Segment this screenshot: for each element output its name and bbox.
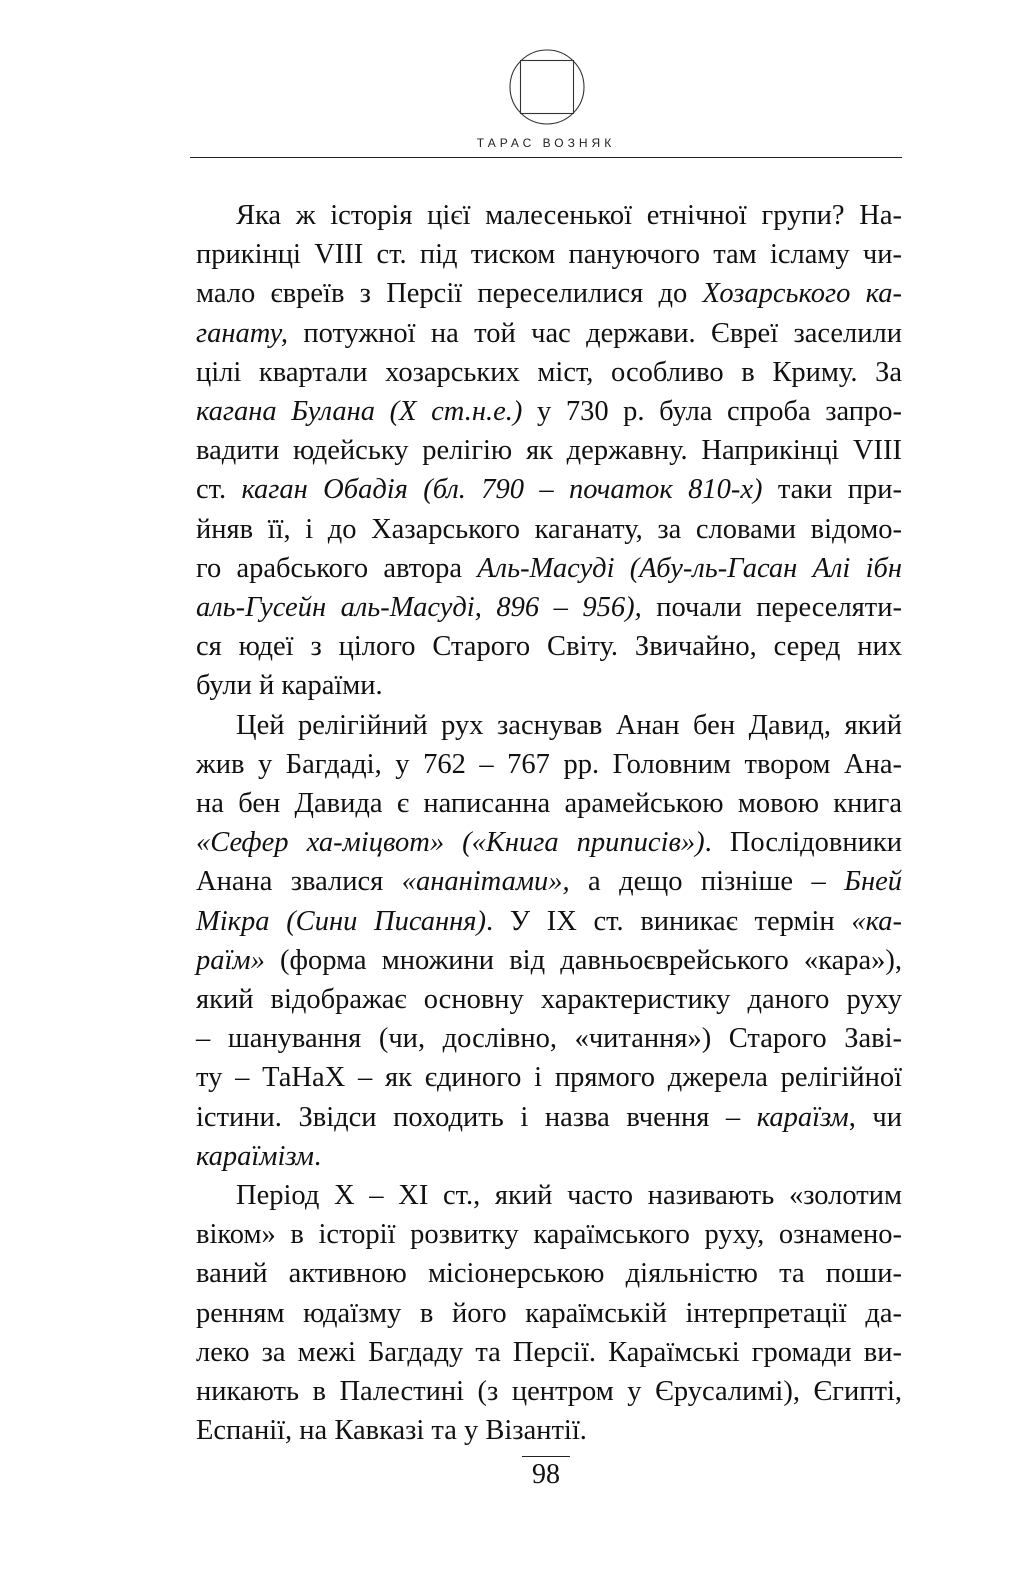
text-run: у 730 р. була спроба запро- bbox=[522, 396, 902, 428]
text-run: Еспанії, на Кавказі та у Візантії. bbox=[196, 1415, 587, 1447]
text-line bbox=[196, 196, 902, 235]
circle-square-emblem-icon bbox=[508, 48, 586, 126]
text-line bbox=[196, 823, 902, 862]
text-line bbox=[196, 745, 902, 784]
text-run: істини. Звідси походить і назва вчення – bbox=[196, 1101, 757, 1133]
italic-text: Аль-Масуді (Абу-ль-Гасан Алі ібн bbox=[477, 552, 902, 584]
italic-text: каган Обадія (бл. 790 – початок 810-х) bbox=[241, 474, 763, 506]
italic-text: Бней bbox=[844, 866, 902, 898]
text-line bbox=[196, 235, 902, 274]
text-line bbox=[196, 1333, 902, 1372]
text-run: Цей релігійний рух заснував Анан бен Давид, який bbox=[236, 709, 902, 741]
text-line bbox=[196, 1411, 902, 1450]
text-run: на бен Давида є написанна арамейською мовою книга bbox=[196, 788, 902, 820]
text-line bbox=[196, 1372, 902, 1411]
italic-text: «Сефер ха-міцвот» («Книга приписів») bbox=[196, 827, 705, 859]
italic-text: караїзм bbox=[756, 1101, 849, 1133]
text-run: прикінці VIII ст. під тиском пануючого там ісламу чи- bbox=[196, 239, 902, 271]
text-run: (форма множини від давньоєврейського «кара»), bbox=[264, 944, 902, 976]
text-run: почали переселяти- bbox=[641, 592, 902, 624]
text-run: ту – ТаНаХ – як єдиного і прямого джерела релігійної bbox=[196, 1062, 902, 1094]
text-run: вадити юдейську релігію як державну. Наприкінці VIII bbox=[196, 435, 902, 467]
text-line bbox=[196, 666, 902, 705]
text-run: Анана звалися bbox=[196, 866, 402, 898]
paragraph bbox=[196, 196, 902, 706]
text-run: таки при- bbox=[762, 474, 902, 506]
text-line bbox=[196, 1098, 902, 1137]
text-run: ваний активною місіонерською діяльністю та поши- bbox=[196, 1258, 902, 1290]
text-line bbox=[196, 431, 902, 470]
text-run: йняв її, і до Хазарського каганату, за словами відомо- bbox=[196, 513, 902, 545]
paragraph bbox=[196, 706, 902, 1176]
text-run: . У IX ст. виникає термін bbox=[486, 905, 852, 937]
header-rule bbox=[190, 157, 902, 158]
text-run: – шанування (чи, дослівно, «читання») Старого Заві- bbox=[196, 1023, 902, 1055]
text-line bbox=[196, 1137, 902, 1176]
text-line bbox=[196, 588, 902, 627]
text-line bbox=[196, 1058, 902, 1097]
text-run: , чи bbox=[848, 1101, 902, 1133]
italic-text: «ананітами», bbox=[401, 866, 570, 898]
text-run: никають в Палестині (з центром у Єрусалимі), Єгипті, bbox=[196, 1376, 902, 1408]
text-run: ренням юдаїзму в його караїмській інтерпретації да- bbox=[196, 1297, 902, 1329]
italic-text: аль-Гусейн аль-Масуді, 896 – 956), bbox=[196, 592, 642, 624]
text-run: який відображає основну характеристику даного руху bbox=[196, 984, 902, 1016]
text-run: цілі квартали хозарських міст, особливо в Криму. За bbox=[196, 356, 902, 388]
italic-text: Мікра (Сини Писання) bbox=[196, 905, 487, 937]
text-run: віком» в історії розвитку караїмського руху, ознамено- bbox=[196, 1219, 902, 1251]
text-line bbox=[196, 392, 902, 431]
text-line bbox=[196, 784, 902, 823]
text-run: леко за межі Багдаду та Персії. Караїмські громади ви- bbox=[196, 1336, 902, 1368]
text-line bbox=[196, 549, 902, 588]
text-line bbox=[196, 1215, 902, 1254]
text-run: потужної на той час держави. Євреї заселили bbox=[288, 317, 902, 349]
text-line bbox=[196, 353, 902, 392]
text-run: Період X – XI ст., який часто називають «золотим bbox=[236, 1180, 902, 1212]
running-head: ТАРАС ВОЗНЯК bbox=[476, 136, 616, 150]
text-line bbox=[196, 980, 902, 1019]
text-run: а дещо пізніше – bbox=[569, 866, 845, 898]
text-run: ся юдеї з цілого Старого Світу. Звичайно, серед них bbox=[196, 631, 902, 663]
text-run: жив у Багдаді, у 762 – 767 рр. Головним твором Ана- bbox=[196, 748, 902, 780]
text-line bbox=[196, 941, 902, 980]
text-line bbox=[196, 706, 902, 745]
text-line bbox=[196, 274, 902, 313]
text-run: ст. bbox=[196, 474, 242, 506]
text-line bbox=[196, 314, 902, 353]
text-line bbox=[196, 862, 902, 901]
italic-text: «ка- bbox=[851, 905, 902, 937]
text-line bbox=[196, 902, 902, 941]
body-text bbox=[196, 196, 902, 1451]
italic-text: караїмізм bbox=[196, 1140, 314, 1172]
text-run: мало євреїв з Персії переселилися до bbox=[196, 278, 703, 310]
italic-text: раїм» bbox=[196, 944, 265, 976]
italic-text: ганату, bbox=[196, 317, 288, 349]
italic-text: Хозарського ка- bbox=[702, 278, 902, 310]
text-line bbox=[196, 470, 902, 509]
paragraph bbox=[196, 1176, 902, 1450]
text-line bbox=[196, 1294, 902, 1333]
text-line bbox=[196, 510, 902, 549]
text-run: Яка ж історія цієї малесенької етнічної групи? На- bbox=[236, 200, 902, 231]
text-run: були й караїми. bbox=[196, 670, 383, 702]
text-line bbox=[196, 1019, 902, 1058]
italic-text: кагана Булана (X ст.н.е.) bbox=[196, 396, 523, 428]
text-run: го арабського автора bbox=[196, 552, 478, 584]
text-line bbox=[196, 627, 902, 666]
text-line bbox=[196, 1254, 902, 1293]
text-run: . Послідовники bbox=[704, 827, 902, 859]
text-run: . bbox=[314, 1140, 322, 1172]
page-number: 98 bbox=[522, 1456, 570, 1491]
text-line bbox=[196, 1176, 902, 1215]
